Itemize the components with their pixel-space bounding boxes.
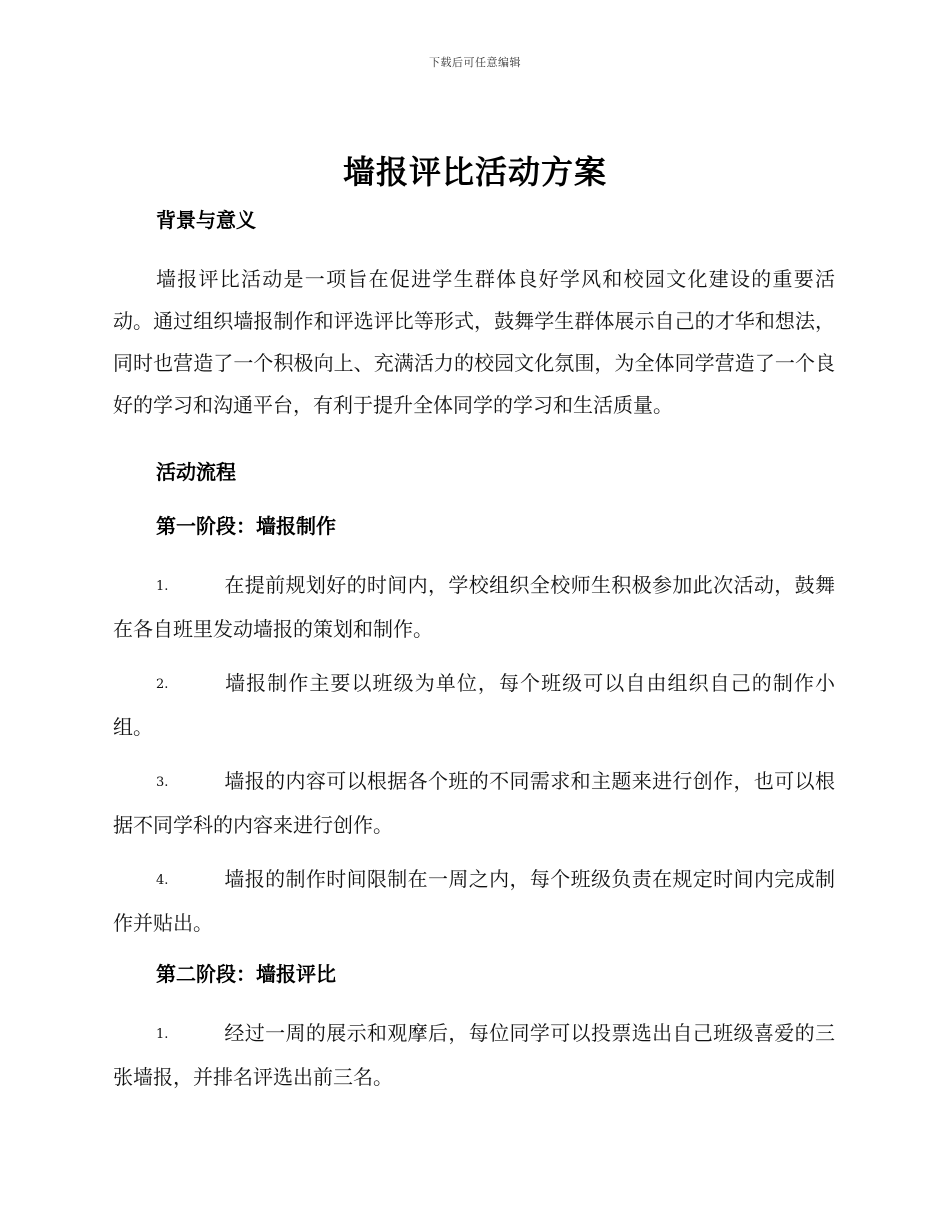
stage-2-heading: 第二阶段：墙报评比 bbox=[156, 962, 336, 986]
stage-1-heading: 第一阶段：墙报制作 bbox=[156, 514, 336, 538]
list-item-number: 1. bbox=[156, 579, 169, 594]
header-note: 下载后可任意编辑 bbox=[429, 56, 521, 69]
background-paragraph: 墙报评比活动是一项旨在促进学生群体良好学风和校园文化建设的重要活动。通过组织墙报制作和评选评比等形式，鼓舞学生群体展示自己的才华和想法，同时也营造了一个积极向上、充满活力的校园文化氛围，为全体同学营造了一个良好的学习和沟通平台，有利于提升全体同学的学习和生活质量。 bbox=[113, 267, 835, 417]
list-item-number: 2. bbox=[156, 677, 169, 692]
list-item-text: 墙报制作主要以班级为单位，每个班级可以自由组织自己的制作小组。 bbox=[113, 671, 835, 739]
list-item-number: 4. bbox=[156, 873, 169, 888]
section-heading-flow: 活动流程 bbox=[156, 460, 236, 484]
list-item-text: 墙报的内容可以根据各个班的不同需求和主题来进行创作，也可以根据不同学科的内容来进行创作。 bbox=[113, 769, 835, 837]
list-item bbox=[113, 662, 835, 748]
list-item bbox=[113, 564, 835, 650]
document-body bbox=[113, 204, 835, 1098]
list-item-number: 3. bbox=[156, 775, 169, 790]
section-heading-background: 背景与意义 bbox=[156, 208, 256, 232]
list-item bbox=[113, 858, 835, 944]
list-item-text: 经过一周的展示和观摩后，每位同学可以投票选出自己班级喜爱的三张墙报，并排名评选出前三名。 bbox=[113, 1021, 835, 1089]
list-item-text: 在提前规划好的时间内，学校组织全校师生积极参加此次活动，鼓舞在各自班里发动墙报的策划和制作。 bbox=[113, 573, 835, 641]
list-item bbox=[113, 760, 835, 846]
list-item-number: 1. bbox=[156, 1027, 169, 1042]
list-item-text: 墙报的制作时间限制在一周之内，每个班级负责在规定时间内完成制作并贴出。 bbox=[113, 867, 835, 935]
document-title: 墙报评比活动方案 bbox=[342, 153, 607, 191]
list-item bbox=[113, 1012, 835, 1098]
